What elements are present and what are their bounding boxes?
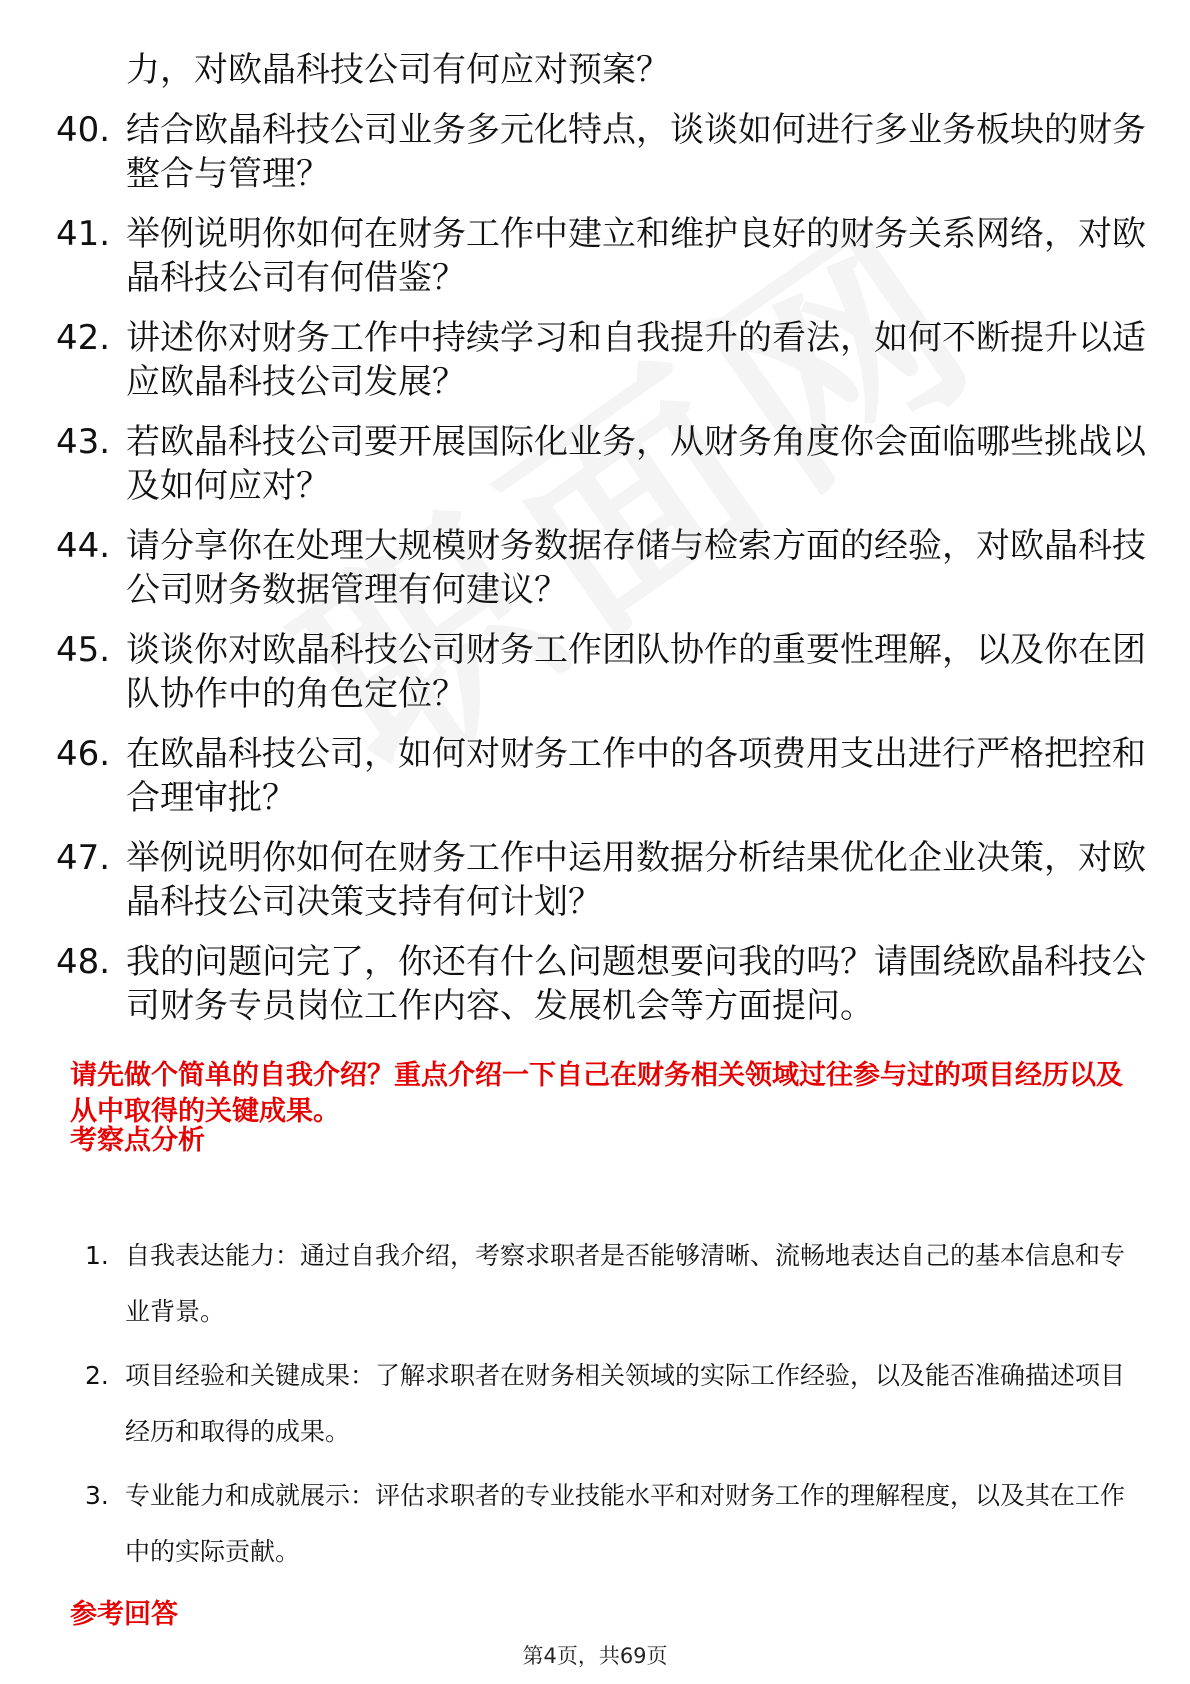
reference-answer-title: 参考回答 (70, 1599, 178, 1630)
question-item (56, 524, 1146, 612)
question-number: 44. (56, 526, 111, 566)
question-item (56, 108, 1146, 196)
question-text: 请分享你在处理大规模财务数据存储与检索方面的经验，对欧晶科技公司财务数据管理有何建议？ (126, 526, 1146, 610)
question-item (56, 836, 1146, 924)
analysis-item (85, 1228, 1135, 1340)
question-number: 46. (56, 734, 111, 774)
question-number: 48. (56, 942, 111, 982)
analysis-item (85, 1348, 1135, 1460)
question-text: 举例说明你如何在财务工作中运用数据分析结果优化企业决策，对欧晶科技公司决策支持有何计划？ (126, 838, 1146, 922)
question-text: 在欧晶科技公司，如何对财务工作中的各项费用支出进行严格把控和合理审批？ (126, 734, 1146, 818)
question-number: 41. (56, 214, 111, 254)
question-item (56, 316, 1146, 404)
question-text: 若欧晶科技公司要开展国际化业务，从财务角度你会面临哪些挑战以及如何应对？ (126, 422, 1146, 506)
question-text: 举例说明你如何在财务工作中建立和维护良好的财务关系网络，对欧晶科技公司有何借鉴？ (126, 214, 1146, 298)
analysis-text: 专业能力和成就展示：评估求职者的专业技能水平和对财务工作的理解程度，以及其在工作中的实际贡献。 (125, 1481, 1126, 1566)
question-text: 我的问题问完了，你还有什么问题想要问我的吗？请围绕欧晶科技公司财务专员岗位工作内容、发展机会等方面提问。 (126, 942, 1146, 1026)
question-item (56, 212, 1146, 300)
analysis-number: 2. (85, 1361, 109, 1390)
question-number: 43. (56, 422, 111, 462)
question-number: 40. (56, 110, 111, 150)
question-number: 45. (56, 630, 111, 670)
question-item (56, 628, 1146, 716)
question-text: 讲述你对财务工作中持续学习和自我提升的看法，如何不断提升以适应欧晶科技公司发展？ (126, 318, 1146, 402)
question-text: 结合欧晶科技公司业务多元化特点，谈谈如何进行多业务板块的财务整合与管理？ (126, 110, 1146, 194)
question-list (56, 48, 1146, 1028)
page-footer: 第4页，共69页 (522, 1644, 668, 1668)
question-number: 47. (56, 838, 111, 878)
analysis-item (85, 1468, 1135, 1580)
analysis-text: 自我表达能力：通过自我介绍，考察求职者是否能够清晰、流畅地表达自己的基本信息和专业背景。 (125, 1241, 1126, 1326)
analysis-text: 项目经验和关键成果：了解求职者在财务相关领域的实际工作经验，以及能否准确描述项目经历和取得的成果。 (125, 1361, 1126, 1446)
question-text: 谈谈你对欧晶科技公司财务工作团队协作的重要性理解，以及你在团队协作中的角色定位？ (126, 630, 1146, 714)
question-continuation: 力，对欧晶科技公司有何应对预案？ (126, 50, 670, 90)
question-number: 42. (56, 318, 111, 358)
analysis-number: 3. (85, 1481, 109, 1510)
analysis-title: 考察点分析 (70, 1125, 205, 1156)
question-item (56, 940, 1146, 1028)
question-item (56, 732, 1146, 820)
analysis-number: 1. (85, 1241, 109, 1270)
analysis-list (85, 1228, 1135, 1588)
question-item (56, 420, 1146, 508)
highlight-question: 请先做个简单的自我介绍？重点介绍一下自己在财务相关领域过往参与过的项目经历以及从中取得的关键成果。 (70, 1060, 1123, 1127)
